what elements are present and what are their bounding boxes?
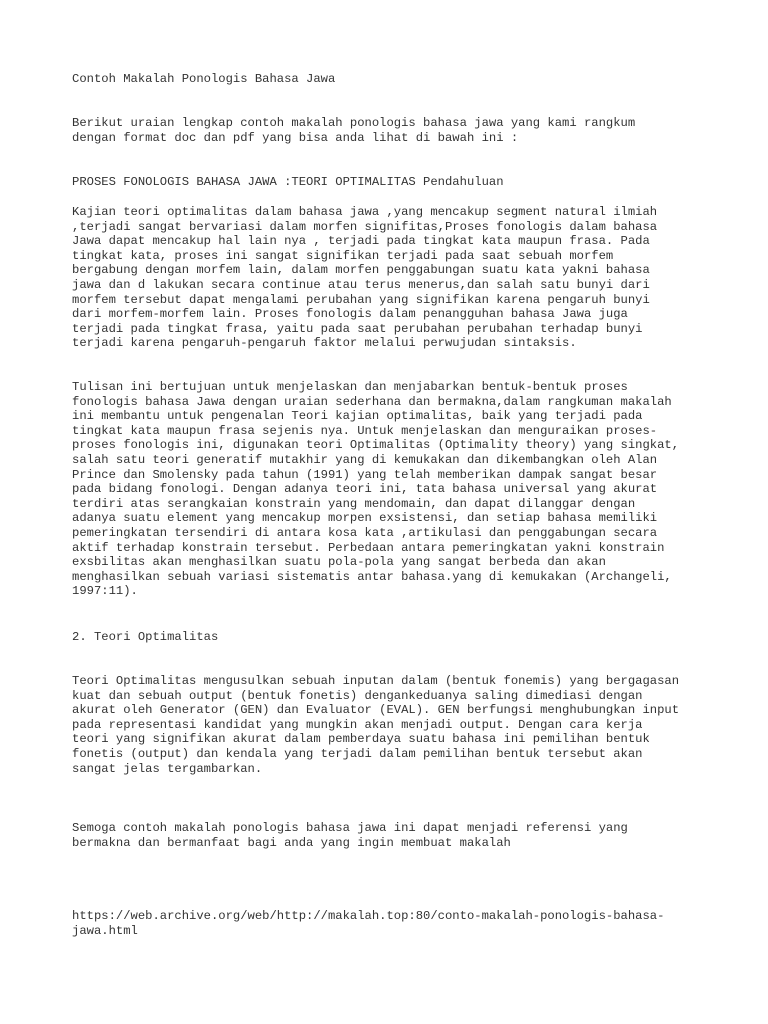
section-heading-teori-optimalitas: 2. Teori Optimalitas: [72, 630, 219, 644]
intro-paragraph: Berikut uraian lengkap contoh makalah ponologis bahasa jawa yang kami rangkum dengan format doc dan pdf yang bisa anda lihat di bawah ini :: [72, 116, 636, 145]
document-title: Contoh Makalah Ponologis Bahasa Jawa: [72, 72, 336, 86]
paragraph-tulisan: Tulisan ini bertujuan untuk menjelaskan dan menjabarkan bentuk-bentuk proses fonologis bahasa Jawa dengan uraian sederhana dan bermakna,dalam rangkuman makalah ini membantu untuk pengenalan Teori kajian optimalitas, baik yang terjadi pada tingkat kata maupun frasa sejenis nya. Untuk menjelaskan dan menguraikan proses- proses fonologis ini, digunakan teori Optimalitas (Optimality theory) yang singkat, salah satu teori generatif mutakhir yang di kemukakan dan dikembangkan oleh Alan Prince dan Smolensky pada tahun (1991) yang telah memberikan dampak sangat besar pada bidang fonologi. Dengan adanya teori ini, tata bahasa universal yang akurat terdiri atas serangkaian konstrain yang mendomain, dan dapat dilanggar dengan adanya suatu element yang mencakup morpen exsistensi, dan setiap bahasa memiliki pemeringkatan tersendiri di antara kosa kata ,artikulasi dan penggabungan secara aktif terhadap konstrain tersebut. Perbedaan antara pemeringkatan yakni konstrain exsbilitas akan menghasilkan suatu pola-pola yang sangat berbeda dan akan menghasilkan sebuah variasi sistematis antar bahasa.yang di kemukakan (Archangeli, 1997:11).: [72, 380, 680, 599]
closing-paragraph: Semoga contoh makalah ponologis bahasa jawa ini dapat menjadi referensi yang bermakna dan bermanfaat bagi anda yang ingin membuat makalah: [72, 821, 628, 850]
paragraph-teori-optimalitas: Teori Optimalitas mengusulkan sebuah inputan dalam (bentuk fonemis) yang bergagasan kuat dan sebuah output (bentuk fonetis) dengankeduanya saling dimediasi dengan akurat oleh Generator (GEN) dan Evaluator (EVAL). GEN berfungsi menghubungkan input pada representasi kandidat yang mungkin akan menjadi output. Dengan cara kerja teori yang signifikan akurat dalam pemberdaya suatu bahasa ini pemilihan bentuk fonetis (output) dan kendala yang terjadi dalam pemilihan bentuk tersebut akan sangat jelas tergambarkan.: [72, 674, 680, 776]
section-heading-proses-fonologis: PROSES FONOLOGIS BAHASA JAWA :TEORI OPTIMALITAS Pendahuluan: [72, 175, 504, 189]
source-url: https://web.archive.org/web/http://makalah.top:80/conto-makalah-ponologis-bahasa- jawa.html: [72, 909, 665, 938]
paragraph-kajian: Kajian teori optimalitas dalam bahasa jawa ,yang mencakup segment natural ilmiah ,terjadi sangat bervariasi dalam morfen signifitas,Proses fonologis dalam bahasa Jawa dapat mencakup hal lain nya , terjadi pada tingkat kata maupun frasa. Pada tingkat kata, proses ini sangat signifikan terjadi pada saat sebuah morfem bergabung dengan morfem lain, dalam morfen penggabungan suatu kata yakni bahasa jawa dan d lakukan secara continue atau terus menerus,dan salah satu bunyi dari morfem tersebut dapat mengalami perubahan yang signifikan karena pengaruh bunyi dari morfem-morfem lain. Proses fonologis dalam penangguhan bahasa Jawa juga terjadi pada tingkat frasa, yaitu pada saat perubahan perubahan terhadap bunyi terjadi karena pengaruh-pengaruh faktor melalui perwujudan sintaksis.: [72, 205, 658, 351]
